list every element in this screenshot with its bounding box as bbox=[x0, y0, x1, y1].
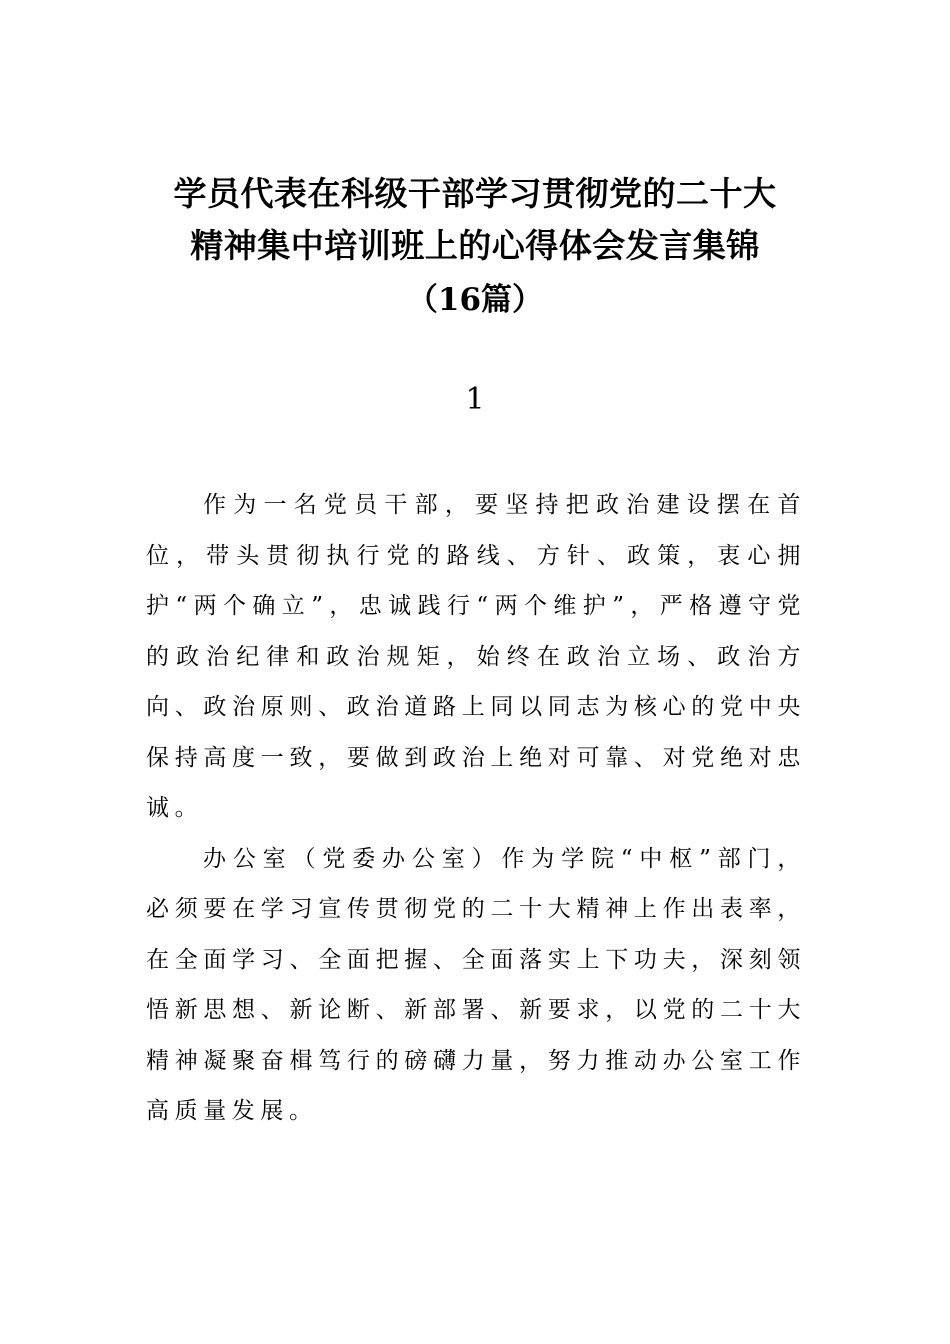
document-title bbox=[100, 168, 850, 326]
section-number: 1 bbox=[465, 382, 485, 417]
paragraph-2: 办公室（党委办公室）作为学院“中枢”部门，必须要在学习宣传贯彻党的二十大精神上作出表率，在全面学习、全面把握、全面落实上下功夫，深刻领悟新思想、新论断、新部署、新要求，以党的二十大精神凝聚奋楫笃行的磅礴力量，努力推动办公室工作高质量发展。 bbox=[146, 845, 806, 1124]
document-body bbox=[146, 480, 806, 1137]
title-count: （16篇） bbox=[406, 282, 544, 318]
title-line-2: 精神集中培训班上的心得体会发言集锦 bbox=[190, 226, 760, 265]
title-line-1: 学员代表在科级干部学习贯彻党的二十大 bbox=[173, 174, 777, 213]
paragraph-1: 作为一名党员干部，要坚持把政治建设摆在首位，带头贯彻执行党的路线、方针、政策，衷心拥护“两个确立”，忠诚践行“两个维护”，严格遵守党的政治纪律和政治规矩，始终在政治立场、政治方向、政治原则、政治道路上同以同志为核心的党中央保持高度一致，要做到政治上绝对可靠、对党绝对忠诚。 bbox=[146, 492, 806, 821]
